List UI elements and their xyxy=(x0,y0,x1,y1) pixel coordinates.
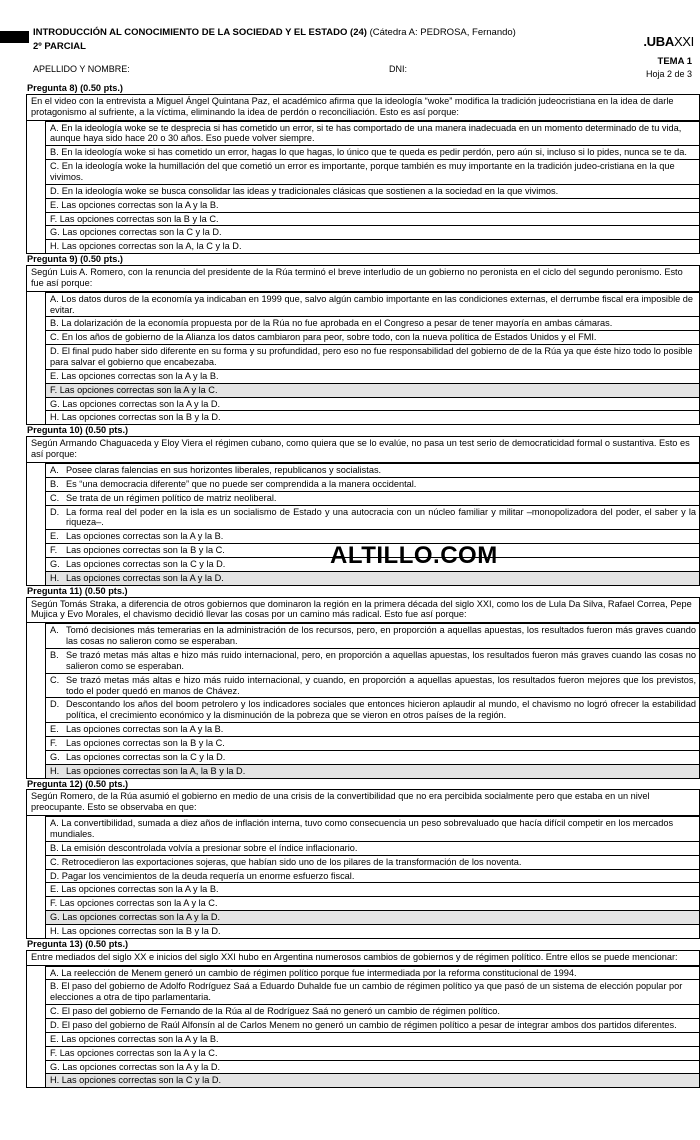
answer-option[interactable]: G. Las opciones correctas son la A y la D. xyxy=(45,397,699,411)
question-13 xyxy=(26,939,700,1088)
option-text: Se trazó metas más altas e hizo más ruido internacional, pero, en proporción a aquellas apuestas, los resultados fueron más graves cuando las cosas no salieron como se esperaban. xyxy=(66,649,696,671)
option-text: Descontando los años del boom petrolero y los indicadores sociales que entonces hicieron aplaudir al mundo, el chavismo no logró ofrecer la estabilidad política, el crecimiento económico y la disminución de la pobreza que se vieron en otros países de la región. xyxy=(66,699,696,721)
answer-option[interactable]: A. La convertibilidad, sumada a diez años de inflación interna, tuvo como consecuencia un peso sobrevaluado que hacía difícil competir en los mercados mundiales. xyxy=(45,816,699,841)
answer-option[interactable]: D. Pagar los vencimientos de la deuda requería un enorme esfuerzo fiscal. xyxy=(45,869,699,883)
answer-option[interactable] xyxy=(45,505,699,530)
question-stem: Entre mediados del siglo XX e inicios del siglo XXI hubo en Argentina numerosos cambios de gobiernos y de régimen político. Entre ellos se puede mencionar: xyxy=(27,951,699,966)
answer-option[interactable] xyxy=(45,764,699,778)
option-letter: D. xyxy=(50,506,60,517)
question-12 xyxy=(26,779,700,939)
option-letter: D. xyxy=(50,699,60,710)
option-text: Posee claras falencias en sus horizontes liberales, republicanos y socialistas. xyxy=(66,464,382,475)
answer-option[interactable] xyxy=(45,750,699,764)
uba-logo: .UBAXXI xyxy=(643,34,694,49)
question-box xyxy=(26,597,700,779)
answer-option[interactable]: G. Las opciones correctas son la A y la D. xyxy=(45,910,699,924)
answer-option[interactable]: B. El paso del gobierno de Adolfo Rodríguez Saá a Eduardo Duhalde fue un cambio de régimen político ya que pasó de un sistema de elección popular por elecciones a otra de tipo parlamentaria. xyxy=(45,979,699,1004)
option-text: Las opciones correctas son la B y la C. xyxy=(66,737,225,748)
question-stem: En el video con la entrevista a Miguel Ángel Quintana Paz, el académico afirma que la ideología “woke” modifica la tradición judeocristiana en la idea de darle protagonismo al sufriente, a la víctima, eliminando la idea de perdón o reconciliación. Esto es así porque: xyxy=(27,95,699,121)
answer-option[interactable]: E. Las opciones correctas son la A y la B. xyxy=(45,198,699,212)
question-box xyxy=(26,950,700,1089)
name-field-label: APELLIDO Y NOMBRE: xyxy=(33,64,130,74)
answer-option[interactable]: B. La dolarización de la economía propuesta por de la Rúa no fue aprobada en el Congreso a pesar de tener mayoría en ambas cámaras. xyxy=(45,316,699,330)
answer-option[interactable]: G. Las opciones correctas son la A y la D. xyxy=(45,1060,699,1074)
option-letter: F. xyxy=(50,545,58,556)
answer-option[interactable] xyxy=(45,697,699,722)
answer-option[interactable]: A. Los datos duros de la economía ya indicaban en 1999 que, salvo algún cambio importante en las condiciones externas, el derrumbe fiscal era imposible de evitar. xyxy=(45,292,699,317)
question-stem: Según Luis A. Romero, con la renuncia del presidente de la Rúa terminó el breve interludio de un gobierno no peronista en el ciclo del segundo peronismo. Esto fue así porque: xyxy=(27,266,699,292)
question-stem: Según Armando Chaguaceda y Eloy Viera el régimen cubano, como quiera que se lo evalúe, no pasa un test serio de democraticidad formal o sustantiva. Esto es así porque: xyxy=(27,437,699,463)
answer-option[interactable]: C. El paso del gobierno de Fernando de la Rúa al de Rodríguez Saá no generó un cambio de régimen político. xyxy=(45,1004,699,1018)
option-text: Es “una democracia diferente” que no puede ser comprendida a la manera occidental. xyxy=(66,478,417,489)
dni-field-label: DNI: xyxy=(389,64,407,74)
answer-option[interactable]: D. En la ideología woke se busca consolidar las ideas y tradicionales clásicas que sostienen a la sociedad en la que vivimos. xyxy=(45,184,699,198)
answer-option[interactable]: G. Las opciones correctas son la C y la D. xyxy=(45,225,699,239)
answer-option[interactable]: H. Las opciones correctas son la B y la D. xyxy=(45,410,699,424)
answer-option[interactable]: B. En la ideología woke si has cometido un error, hagas lo que hagas, lo único que te queda es pedir perdón, pero aún si, incluso si lo pides, nunca se te da. xyxy=(45,145,699,159)
question-stem: Según Romero, de la Rúa asumió el gobierno en medio de una crisis de la convertibilidad que no era percibida socialmente pero que estaba en un nivel preocupante. Esto se observaba en que: xyxy=(27,790,699,816)
option-letter: B. xyxy=(50,478,59,489)
question-stem: Según Tomás Straka, a diferencia de otros gobiernos que dominaron la región en la primera década del siglo XXI, como los de Lula Da Silva, Rafael Correa, Pepe Mujica y Evo Morales, el chavismo decidió llevar las cosas por un camino más radical. Esto fue así porque: xyxy=(27,598,699,624)
option-letter: B. xyxy=(50,649,59,660)
question-title: Pregunta 9) (0.50 pts.) xyxy=(27,254,123,265)
answer-option[interactable]: H. Las opciones correctas son la B y la D. xyxy=(45,924,699,938)
option-text: Las opciones correctas son la A y la B. xyxy=(66,531,224,542)
option-letter: C. xyxy=(50,674,60,685)
question-8 xyxy=(26,83,700,254)
option-letter: H. xyxy=(50,765,60,776)
question-title: Pregunta 11) (0.50 pts.) xyxy=(27,585,128,596)
answer-option[interactable]: A. En la ideología woke se te desprecia si has cometido un error, si te has comportado de una manera inadecuada en un momento determinado de tu vida, aunque haya sido hace 20 o 30 años. Eso puede volver siempre. xyxy=(45,121,699,146)
answer-option[interactable]: D. El paso del gobierno de Raúl Alfonsín al de Carlos Menem no generó un cambio de régimen político a pesar de integrar ambos dos partidos diferentes. xyxy=(45,1018,699,1032)
option-letter: F. xyxy=(50,737,58,748)
answer-option[interactable] xyxy=(45,571,699,585)
answer-option[interactable]: E. Las opciones correctas son la A y la B. xyxy=(45,882,699,896)
question-title: Pregunta 8) (0.50 pts.) xyxy=(27,83,123,93)
answer-option[interactable] xyxy=(45,648,699,673)
page-number: Hoja 2 de 3 xyxy=(645,69,692,79)
answer-option[interactable]: F. Las opciones correctas son la A y la C. xyxy=(45,383,699,397)
option-text: Se trazó metas más altas e hizo más ruido internacional, y cuando, en proporción a aquellas apuestas, los resultados fueron mejores que los previstos, todo el poder quedó en manos de Chávez. xyxy=(66,674,696,696)
answer-option[interactable]: C. En los años de gobierno de la Alianza los datos cambiaron para peor, sobre todo, con la nueva política de Estados Unidos y el FMI. xyxy=(45,330,699,344)
questions-container xyxy=(26,83,700,1088)
question-title: Pregunta 10) (0.50 pts.) xyxy=(27,425,129,436)
answer-option[interactable] xyxy=(45,736,699,750)
question-box xyxy=(26,94,700,254)
answer-option[interactable]: F. Las opciones correctas son la B y la C. xyxy=(45,212,699,226)
answer-option[interactable]: E. Las opciones correctas son la A y la B. xyxy=(45,369,699,383)
option-text: Se trata de un régimen político de matriz neoliberal. xyxy=(66,492,277,503)
exam-subtitle: 2º PARCIAL xyxy=(33,41,86,52)
question-9 xyxy=(26,254,700,425)
option-letter: A. xyxy=(50,464,59,475)
answer-option[interactable]: H. Las opciones correctas son la A, la C y la D. xyxy=(45,239,699,253)
option-text: Las opciones correctas son la A, la B y la D. xyxy=(66,765,246,776)
option-letter: G. xyxy=(50,751,60,762)
option-letter: E. xyxy=(50,531,59,542)
option-letter: G. xyxy=(50,558,60,569)
answer-option[interactable]: F. Las opciones correctas son la A y la C. xyxy=(45,896,699,910)
answer-option[interactable] xyxy=(45,491,699,505)
black-margin-bar xyxy=(0,31,29,43)
option-letter: E. xyxy=(50,724,59,735)
answer-option[interactable] xyxy=(45,722,699,736)
answer-option[interactable]: F. Las opciones correctas son la A y la C. xyxy=(45,1046,699,1060)
answer-option[interactable] xyxy=(45,623,699,648)
answer-option[interactable]: A. La reelección de Menem generó un cambio de régimen político porque fue intermediada por la reforma constitucional de 1994. xyxy=(45,966,699,980)
question-title: Pregunta 13) (0.50 pts.) xyxy=(27,938,129,949)
answer-option[interactable]: E. Las opciones correctas son la A y la B. xyxy=(45,1032,699,1046)
answer-option[interactable] xyxy=(45,463,699,477)
option-text: Las opciones correctas son la C y la D. xyxy=(66,751,226,762)
option-text: Las opciones correctas son la A y la D. xyxy=(66,572,224,583)
question-box xyxy=(26,265,700,425)
option-text: Las opciones correctas son la A y la B. xyxy=(66,724,224,735)
option-text: La forma real del poder en la isla es un socialismo de Estado y una autocracia con un núcleo familiar y militar –monopolizadora del poder, el saber y la riqueza–. xyxy=(66,506,696,528)
tema-label: TEMA 1 xyxy=(657,56,692,67)
option-letter: A. xyxy=(50,625,59,636)
question-title: Pregunta 12) (0.50 pts.) xyxy=(27,778,129,789)
question-box xyxy=(26,789,700,938)
answer-option[interactable] xyxy=(45,673,699,698)
answer-option[interactable]: H. Las opciones correctas son la C y la D. xyxy=(45,1073,699,1087)
option-letter: C. xyxy=(50,492,60,503)
answer-option[interactable]: C. En la ideología woke la humillación del que cometió un error es importante, porque también es muy importante en la tradición judeo-cristiana en la que vivimos. xyxy=(45,159,699,184)
option-text: Las opciones correctas son la B y la C. xyxy=(66,545,225,556)
option-text: Las opciones correctas son la C y la D. xyxy=(66,558,226,569)
watermark: ALTILLO.COM xyxy=(330,542,498,569)
answer-option[interactable] xyxy=(45,477,699,491)
exam-title: INTRODUCCIÓN AL CONOCIMIENTO DE LA SOCIEDAD Y EL ESTADO (24) (Cátedra A: PEDROSA, Fernando) xyxy=(33,27,516,38)
answer-option[interactable]: B. La emisión descontrolada volvía a presionar sobre el índice inflacionario. xyxy=(45,841,699,855)
answer-option[interactable]: C. Retrocedieron las exportaciones sojeras, que habían sido uno de los pilares de la transformación de los noventa. xyxy=(45,855,699,869)
option-text: Tomó decisiones más temerarias en la administración de los recursos, pero, en proporción a aquellas apuestas, los resultados fueron más graves cuando las cosas no salieron como se esperaban. xyxy=(66,625,696,647)
option-letter: H. xyxy=(50,572,60,583)
answer-option[interactable] xyxy=(45,529,699,543)
answer-option[interactable]: D. El final pudo haber sido diferente en su forma y su profundidad, pero eso no fue responsabilidad del gobierno de de la Rúa ya que éste hizo todo lo posible para salvar el gobierno que encabezaba. xyxy=(45,344,699,369)
question-11 xyxy=(26,586,700,779)
